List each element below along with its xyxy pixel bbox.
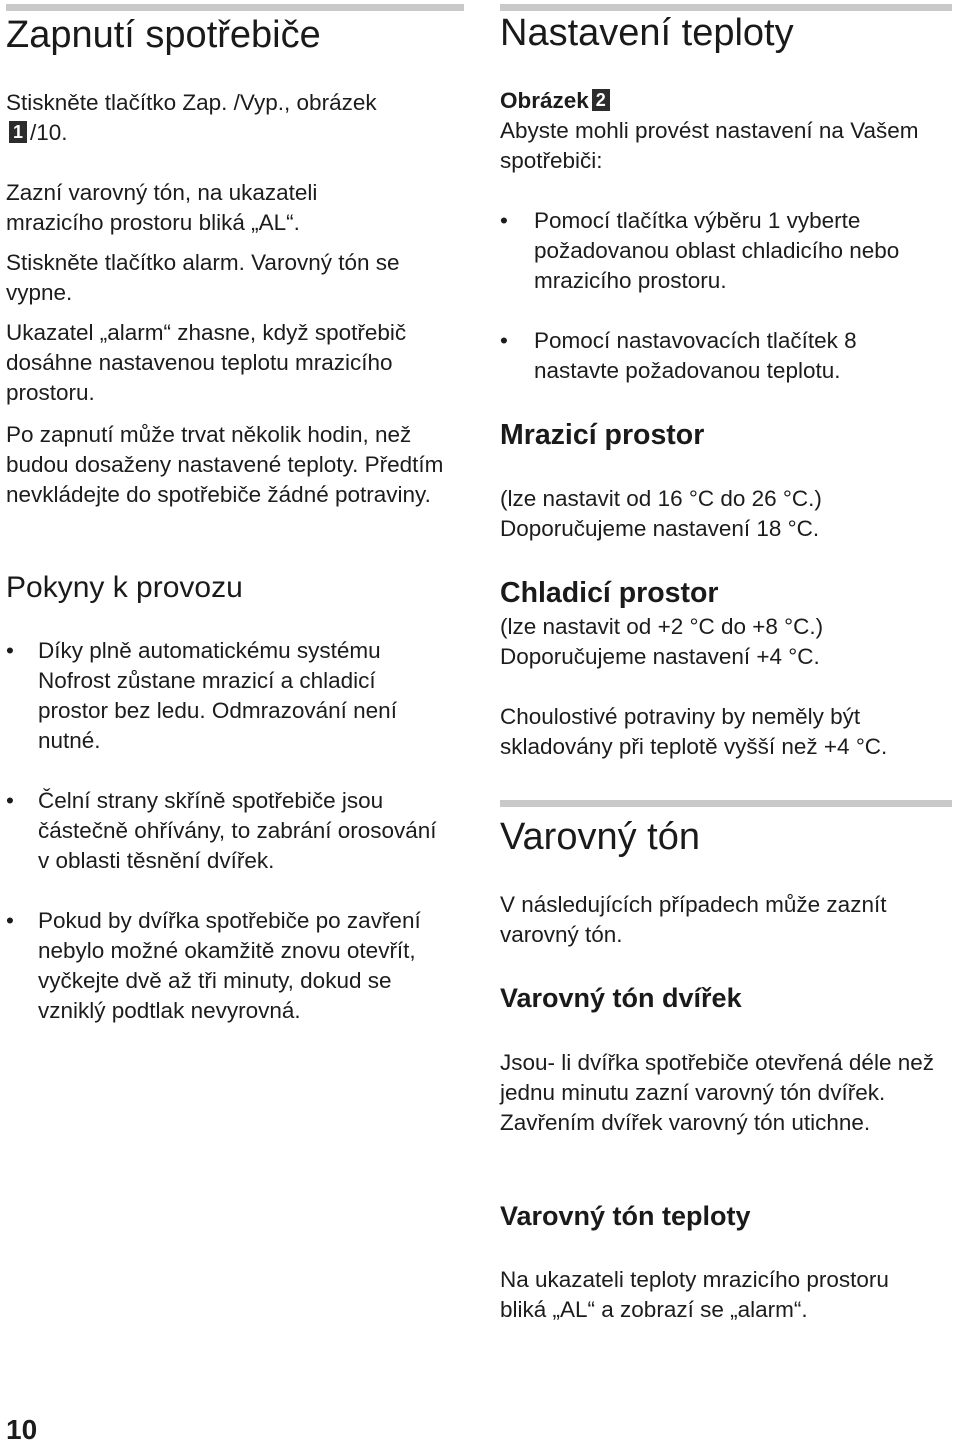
operation-bullet-3: • Pokud by dvířka spotřebiče po zavření nebylo možné okamžitě znovu otevřít, vyčkejte dvě až tři minuty, dokud se vzniklý podtlak nevyrovná. xyxy=(6,908,421,1023)
page-number: 10 xyxy=(6,1414,38,1445)
fridge-settings: (lze nastavit od +2 °C do +8 °C.) Doporučujeme nastavení +4 °C. xyxy=(500,614,824,669)
freezer-settings: (lze nastavit od 16 °C do 26 °C.) Doporučujeme nastavení 18 °C. xyxy=(500,486,822,541)
freezer-heading: Mrazicí prostor xyxy=(500,419,705,451)
bullet-icon: • xyxy=(500,328,508,353)
alarm-heading: Varovný tón xyxy=(500,816,700,858)
switch-on-paragraph-3: Stiskněte tlačítko alarm. Varovný tón se vypne. xyxy=(6,250,400,305)
bullet-icon: • xyxy=(6,638,14,663)
switch-on-paragraph-2: Zazní varovný tón, na ukazateli mrazicího prostoru bliká „AL“. xyxy=(6,180,318,235)
switch-on-paragraph-5: Po zapnutí může trvat několik hodin, než budou dosaženy nastavené teploty. Předtím nevkládejte do spotřebiče žádné potraviny. xyxy=(6,422,444,507)
bullet-icon: • xyxy=(500,208,508,233)
figure-1-badge: 1 xyxy=(9,121,27,143)
temperature-alarm-heading: Varovný tón teploty xyxy=(500,1201,751,1231)
top-rule xyxy=(6,4,464,11)
bullet-icon: • xyxy=(6,788,14,813)
figure-2-badge: 2 xyxy=(592,89,610,111)
bullet-icon: • xyxy=(6,908,14,933)
door-alarm-text: Jsou- li dvířka spotřebiče otevřená déle než jednu minutu zazní varovný tón dvířek. Zavřením dvířek varovný tón utichne. xyxy=(500,1050,934,1135)
operation-bullet-1: • Díky plně automatickému systému Nofrost zůstane mrazicí a chladicí prostor bez ledu. Odmrazování není nutné. xyxy=(6,638,397,753)
operation-bullet-2: • Čelní strany skříně spotřebiče jsou částečně ohřívány, to zabrání orosování v oblasti těsnění dvířek. xyxy=(6,788,437,873)
switch-on-paragraph-4: Ukazatel „alarm“ zhasne, když spotřebič dosáhne nastavenou teplotu mrazicího prostoru. xyxy=(6,320,407,405)
top-rule xyxy=(500,4,952,11)
alarm-intro: V následujících případech může zaznít varovný tón. xyxy=(500,892,887,947)
temperature-bullet-1: • Pomocí tlačítka výběru 1 vyberte požadovanou oblast chladicího nebo mrazicího prostoru. xyxy=(500,208,900,293)
operation-heading: Pokyny k provozu xyxy=(6,571,243,604)
door-alarm-heading: Varovný tón dvířek xyxy=(500,983,742,1013)
section-rule xyxy=(500,800,952,807)
temperature-bullet-2: • Pomocí nastavovacích tlačítek 8 nastavte požadovanou teplotu. xyxy=(500,328,857,383)
temperature-alarm-text: Na ukazateli teploty mrazicího prostoru bliká „AL“ a zobrazí se „alarm“. xyxy=(500,1267,889,1322)
switch-on-heading: Zapnutí spotřebiče xyxy=(6,14,321,56)
temperature-heading: Nastavení teploty xyxy=(500,12,794,54)
switch-on-paragraph-1: Stiskněte tlačítko Zap. /Vyp., obrázek 1 /10. xyxy=(6,90,377,145)
fridge-note: Choulostivé potraviny by neměly být skladovány při teplotě vyšší než +4 °C. xyxy=(500,704,888,759)
temperature-intro: Obrázek 2 Abyste mohli provést nastavení na Vašem spotřebiči: xyxy=(500,88,919,173)
fridge-heading: Chladicí prostor xyxy=(500,577,719,609)
